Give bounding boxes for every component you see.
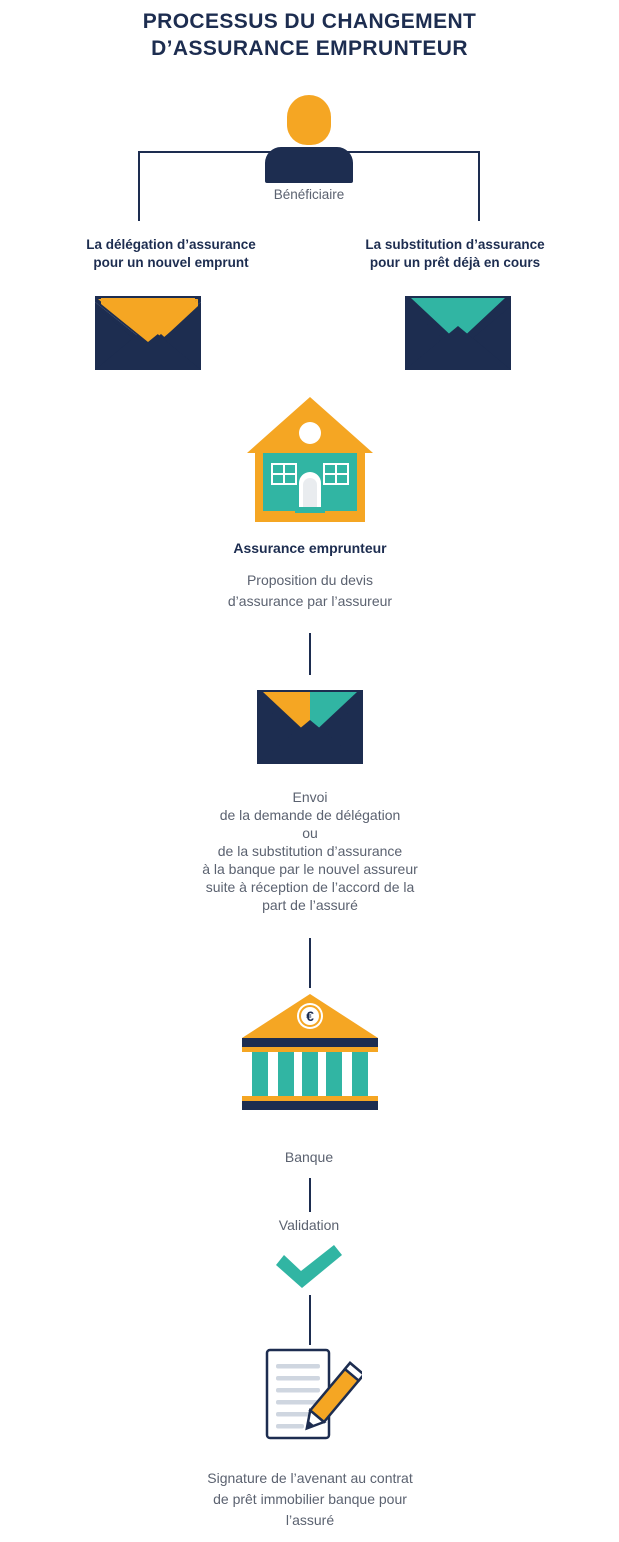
insurer-description bbox=[160, 570, 460, 612]
insurer-description-line-2: d’assurance par l’assureur bbox=[227, 593, 393, 609]
connector-insurer-to-sending bbox=[309, 633, 311, 675]
check-icon bbox=[272, 1243, 346, 1291]
branch-left-connector bbox=[138, 151, 140, 221]
branch-right-label-line-2: pour un prêt déjà en cours bbox=[369, 255, 541, 270]
branch-horizontal-connector bbox=[138, 151, 480, 153]
page-title bbox=[0, 8, 619, 62]
svg-text:€: € bbox=[306, 1008, 314, 1024]
branch-left-label-line-2: pour un nouvel emprunt bbox=[93, 255, 249, 270]
connector-validation-to-signature bbox=[309, 1295, 311, 1345]
bank-euro-icon bbox=[238, 992, 382, 1112]
signature-description-line-1: Signature de l’avenant au contrat bbox=[207, 1470, 413, 1486]
sending-description-line-7: part de l’assuré bbox=[262, 897, 358, 913]
branch-left-label bbox=[36, 236, 306, 272]
person-icon bbox=[265, 95, 353, 185]
sending-description-line-2: de la demande de délégation bbox=[219, 807, 401, 823]
document-pencil-icon bbox=[262, 1348, 362, 1446]
insurer-description-line-1: Proposition du devis bbox=[246, 572, 374, 588]
validation-label: Validation bbox=[278, 1217, 340, 1233]
page-title-line-2: D’ASSURANCE EMPRUNTEUR bbox=[151, 37, 468, 60]
sending-description bbox=[130, 788, 490, 914]
signature-description bbox=[140, 1468, 480, 1531]
connector-bank-to-validation bbox=[309, 1178, 311, 1212]
sending-description-line-4: de la substitution d’assurance bbox=[217, 843, 403, 859]
insurer-title: Assurance emprunteur bbox=[233, 540, 387, 556]
person-head bbox=[287, 95, 331, 145]
sending-description-line-6: suite à réception de l’accord de la bbox=[205, 879, 415, 895]
connector-sending-to-bank bbox=[309, 938, 311, 988]
signature-description-line-3: l’assuré bbox=[285, 1512, 335, 1528]
envelope-duo-icon bbox=[257, 690, 363, 764]
branch-right-label bbox=[320, 236, 590, 272]
page-title-line-1: PROCESSUS DU CHANGEMENT bbox=[142, 10, 477, 33]
house-icon bbox=[245, 395, 375, 530]
signature-description-line-2: de prêt immobilier banque pour bbox=[213, 1491, 407, 1507]
sending-description-line-5: à la banque par le nouvel assureur bbox=[202, 861, 418, 877]
sending-description-line-3: ou bbox=[302, 825, 318, 841]
bank-label: Banque bbox=[284, 1149, 334, 1165]
branch-left-label-line-1: La délégation d’assurance bbox=[86, 237, 256, 252]
branch-right-connector bbox=[478, 151, 480, 221]
beneficiary-label: Bénéficiaire bbox=[273, 187, 345, 202]
envelope-teal-icon bbox=[405, 296, 511, 370]
branch-right-label-line-1: La substitution d’assurance bbox=[365, 237, 545, 252]
sending-description-line-1: Envoi bbox=[292, 789, 328, 805]
envelope-orange-icon bbox=[95, 296, 201, 370]
